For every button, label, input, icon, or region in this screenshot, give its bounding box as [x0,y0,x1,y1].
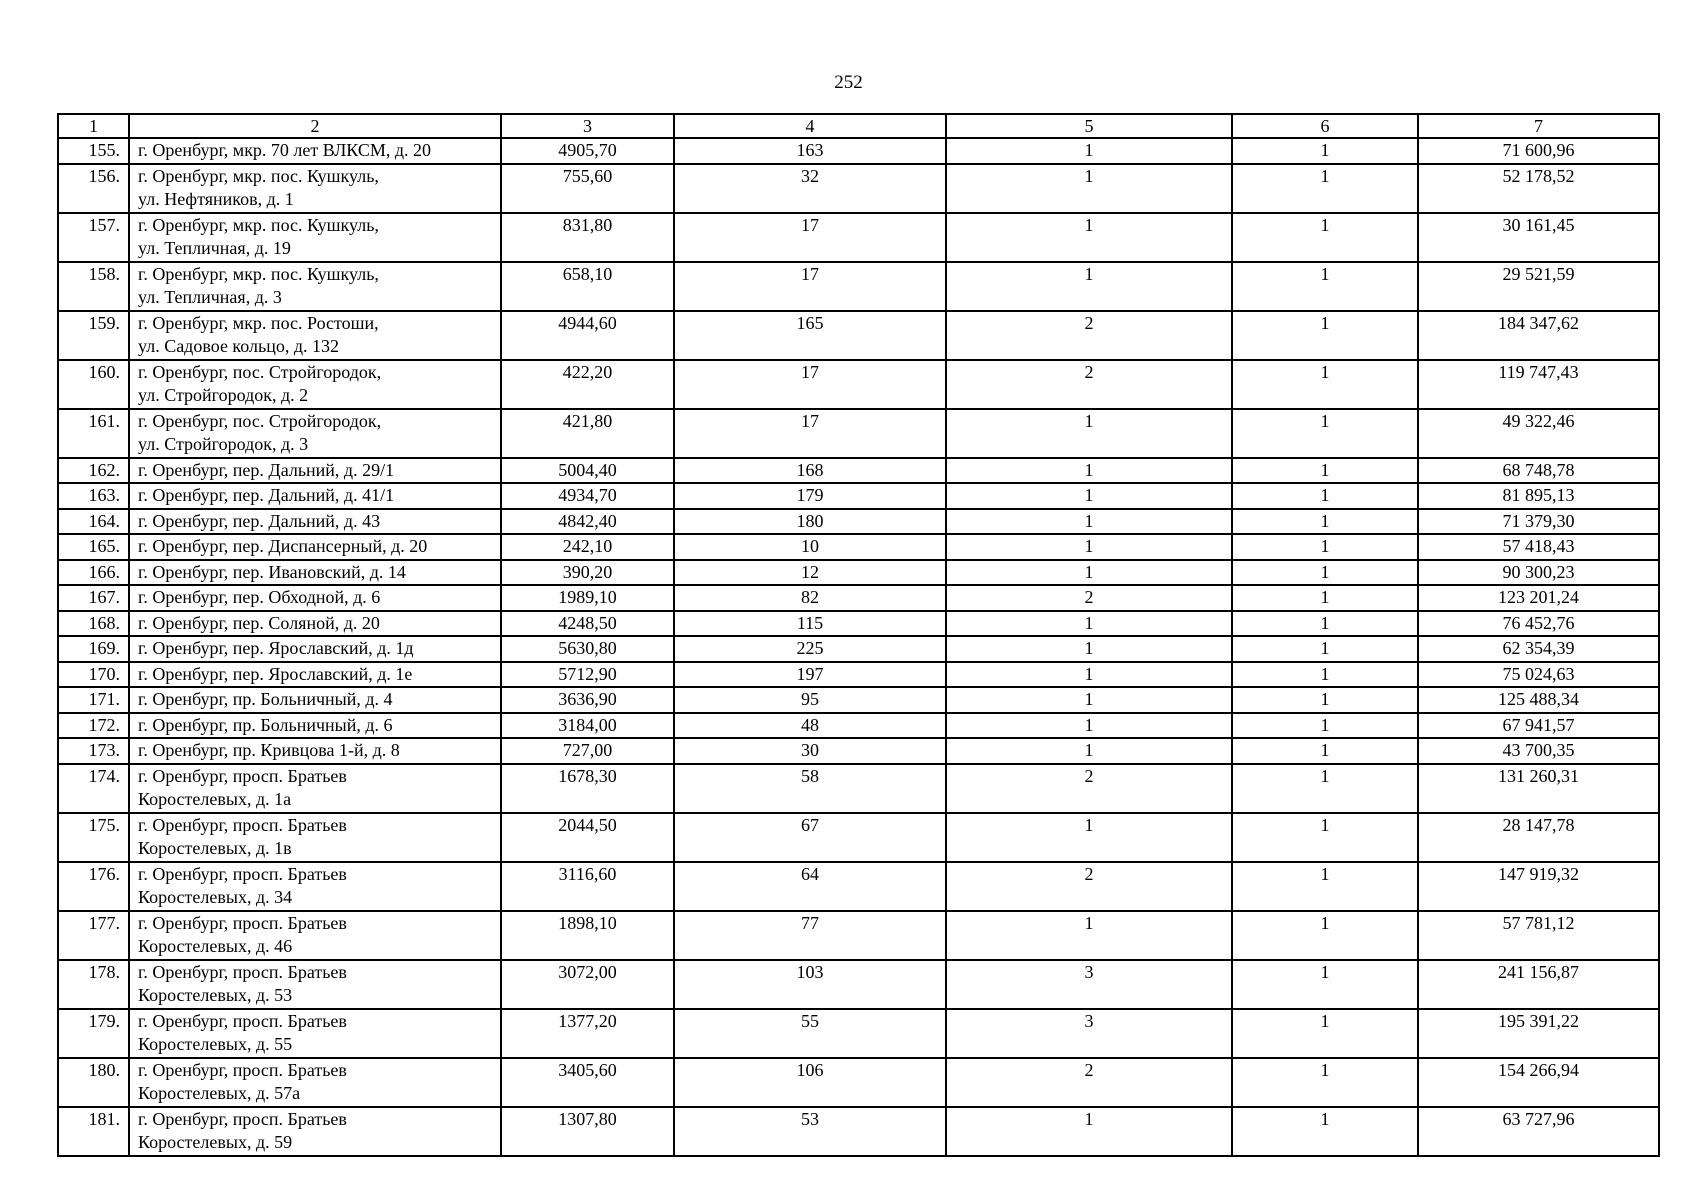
address-line: г. Оренбург, просп. Братьев [138,961,347,982]
address-cell [129,764,501,813]
row-number-cell: 162. [58,458,129,484]
amount-cell: 131 260,31 [1418,764,1659,813]
units-cell: 17 [674,360,946,409]
table-row [58,458,1659,484]
row-number-cell: 171. [58,687,129,713]
row-number-cell: 170. [58,662,129,688]
address-cell [129,738,501,764]
row-number-cell: 181. [58,1107,129,1156]
area-cell: 3184,00 [501,713,674,739]
column6-cell: 1 [1232,360,1418,409]
amount-cell: 119 747,43 [1418,360,1659,409]
row-number-cell: 176. [58,862,129,911]
amount-cell: 76 452,76 [1418,611,1659,637]
row-number-cell: 177. [58,911,129,960]
table-row [58,164,1659,213]
column-header: 7 [1418,114,1659,138]
table-row [58,764,1659,813]
row-number-cell: 167. [58,585,129,611]
table-row [58,862,1659,911]
column5-cell: 2 [946,311,1232,360]
units-cell: 163 [674,138,946,164]
address-line: ул. Нефтяников, д. 1 [138,189,294,209]
address-cell [129,509,501,535]
area-cell: 4905,70 [501,138,674,164]
address-line: г. Оренбург, просп. Братьев [138,814,347,835]
table-row [58,138,1659,164]
units-cell: 30 [674,738,946,764]
address-line: Коростелевых, д. 55 [138,1034,293,1054]
table-row [58,1058,1659,1107]
column5-cell: 1 [946,687,1232,713]
column5-cell: 1 [946,560,1232,586]
column6-cell: 1 [1232,509,1418,535]
address-line: г. Оренбург, просп. Братьев [138,1108,347,1129]
area-cell: 3636,90 [501,687,674,713]
address-cell [129,1058,501,1107]
address-line: г. Оренбург, пр. Больничный, д. 4 [138,689,393,709]
amount-cell: 67 941,57 [1418,713,1659,739]
address-line: г. Оренбург, пос. Стройгородок, [138,361,382,382]
column5-cell: 1 [946,813,1232,862]
column6-cell: 1 [1232,213,1418,262]
address-cell [129,534,501,560]
area-cell: 755,60 [501,164,674,213]
column5-cell: 1 [946,713,1232,739]
address-line: Коростелевых, д. 53 [138,985,293,1005]
column5-cell: 1 [946,534,1232,560]
table-row [58,534,1659,560]
row-number-cell: 156. [58,164,129,213]
area-cell: 2044,50 [501,813,674,862]
column6-cell: 1 [1232,862,1418,911]
units-cell: 179 [674,483,946,509]
table-row [58,636,1659,662]
table-row [58,509,1659,535]
column5-cell: 3 [946,960,1232,1009]
column6-cell: 1 [1232,960,1418,1009]
amount-cell: 28 147,78 [1418,813,1659,862]
row-number-cell: 159. [58,311,129,360]
row-number-cell: 157. [58,213,129,262]
column6-cell: 1 [1232,764,1418,813]
address-cell [129,813,501,862]
address-line: г. Оренбург, пер. Дальний, д. 43 [138,510,381,531]
column5-cell: 3 [946,1009,1232,1058]
address-cell [129,458,501,484]
amount-cell: 184 347,62 [1418,311,1659,360]
units-cell: 53 [674,1107,946,1156]
column6-cell: 1 [1232,262,1418,311]
address-cell [129,311,501,360]
column5-cell: 1 [946,409,1232,458]
row-number-cell: 161. [58,409,129,458]
row-number-cell: 160. [58,360,129,409]
address-line: г. Оренбург, пер. Дальний, д. 29/1 [138,459,395,480]
amount-cell: 81 895,13 [1418,483,1659,509]
column6-cell: 1 [1232,585,1418,611]
column5-cell: 1 [946,509,1232,535]
address-line: г. Оренбург, мкр. пос. Ростоши, [138,312,379,333]
area-cell: 1678,30 [501,764,674,813]
data-table [57,113,1660,1157]
table-row [58,911,1659,960]
address-cell [129,213,501,262]
address-cell [129,360,501,409]
area-cell: 4944,60 [501,311,674,360]
address-cell [129,262,501,311]
amount-cell: 125 488,34 [1418,687,1659,713]
row-number-cell: 180. [58,1058,129,1107]
column6-cell: 1 [1232,409,1418,458]
column5-cell: 1 [946,662,1232,688]
address-cell [129,560,501,586]
column5-cell: 1 [946,611,1232,637]
row-number-cell: 179. [58,1009,129,1058]
table-row [58,1009,1659,1058]
column5-cell: 2 [946,1058,1232,1107]
address-line: г. Оренбург, пр. Больничный, д. 6 [138,714,393,735]
address-cell [129,138,501,164]
row-number-cell: 173. [58,738,129,764]
row-number-cell: 155. [58,138,129,164]
area-cell: 4248,50 [501,611,674,637]
amount-cell: 71 379,30 [1418,509,1659,535]
header-row [58,114,1659,138]
column6-cell: 1 [1232,611,1418,637]
table-row [58,611,1659,637]
address-line: г. Оренбург, просп. Братьев [138,765,347,786]
column6-cell: 1 [1232,534,1418,560]
area-cell: 4934,70 [501,483,674,509]
table-row [58,713,1659,739]
units-cell: 115 [674,611,946,637]
address-line: г. Оренбург, просп. Братьев [138,1010,347,1031]
units-cell: 106 [674,1058,946,1107]
column6-cell: 1 [1232,560,1418,586]
table-row [58,311,1659,360]
row-number-cell: 166. [58,560,129,586]
column6-cell: 1 [1232,713,1418,739]
units-cell: 10 [674,534,946,560]
area-cell: 3405,60 [501,1058,674,1107]
address-line: Коростелевых, д. 1в [138,838,292,858]
amount-cell: 68 748,78 [1418,458,1659,484]
address-line: ул. Тепличная, д. 19 [138,238,291,258]
address-cell [129,662,501,688]
table-row [58,662,1659,688]
column5-cell: 2 [946,360,1232,409]
column5-cell: 1 [946,458,1232,484]
address-line: г. Оренбург, просп. Братьев [138,1059,347,1080]
table-row [58,483,1659,509]
area-cell: 3072,00 [501,960,674,1009]
row-number-cell: 178. [58,960,129,1009]
address-line: Коростелевых, д. 57а [138,1083,301,1103]
address-line: ул. Садовое кольцо, д. 132 [138,336,340,356]
row-number-cell: 169. [58,636,129,662]
area-cell: 5712,90 [501,662,674,688]
table-row [58,738,1659,764]
address-line: г. Оренбург, пер. Соляной, д. 20 [138,612,380,633]
page-number: 252 [834,72,863,93]
units-cell: 95 [674,687,946,713]
address-line: г. Оренбург, просп. Братьев [138,912,347,933]
amount-cell: 75 024,63 [1418,662,1659,688]
column5-cell: 2 [946,764,1232,813]
units-cell: 197 [674,662,946,688]
address-line: Коростелевых, д. 46 [138,936,293,956]
address-line: г. Оренбург, пер. Ивановский, д. 14 [138,561,406,582]
amount-cell: 30 161,45 [1418,213,1659,262]
area-cell: 1989,10 [501,585,674,611]
units-cell: 17 [674,409,946,458]
units-cell: 180 [674,509,946,535]
column5-cell: 1 [946,1107,1232,1156]
amount-cell: 154 266,94 [1418,1058,1659,1107]
amount-cell: 123 201,24 [1418,585,1659,611]
column6-cell: 1 [1232,911,1418,960]
column-header: 2 [129,114,501,138]
column6-cell: 1 [1232,164,1418,213]
table-row [58,960,1659,1009]
row-number-cell: 168. [58,611,129,637]
amount-cell: 57 781,12 [1418,911,1659,960]
address-line: г. Оренбург, пер. Ярославский, д. 1д [138,638,414,658]
amount-cell: 57 418,43 [1418,534,1659,560]
units-cell: 17 [674,213,946,262]
area-cell: 1898,10 [501,911,674,960]
column6-cell: 1 [1232,1009,1418,1058]
column5-cell: 2 [946,585,1232,611]
address-cell [129,911,501,960]
area-cell: 727,00 [501,738,674,764]
row-number-cell: 158. [58,262,129,311]
units-cell: 64 [674,862,946,911]
address-line: г. Оренбург, мкр. пос. Кушкуль, [138,214,379,235]
amount-cell: 241 156,87 [1418,960,1659,1009]
table-row [58,360,1659,409]
area-cell: 242,10 [501,534,674,560]
amount-cell: 63 727,96 [1418,1107,1659,1156]
units-cell: 55 [674,1009,946,1058]
row-number-cell: 164. [58,509,129,535]
area-cell: 1307,80 [501,1107,674,1156]
column5-cell: 1 [946,483,1232,509]
address-line: г. Оренбург, пр. Кривцова 1-й, д. 8 [138,740,400,760]
units-cell: 168 [674,458,946,484]
address-line: г. Оренбург, мкр. пос. Кушкуль, [138,263,379,284]
area-cell: 3116,60 [501,862,674,911]
units-cell: 58 [674,764,946,813]
area-cell: 5004,40 [501,458,674,484]
address-line: Коростелевых, д. 34 [138,887,293,907]
column5-cell: 2 [946,862,1232,911]
address-line: ул. Стройгородок, д. 2 [138,385,309,405]
address-cell [129,862,501,911]
column5-cell: 1 [946,262,1232,311]
amount-cell: 49 322,46 [1418,409,1659,458]
column5-cell: 1 [946,738,1232,764]
amount-cell: 43 700,35 [1418,738,1659,764]
column5-cell: 1 [946,636,1232,662]
column6-cell: 1 [1232,1107,1418,1156]
address-line: Коростелевых, д. 59 [138,1132,293,1152]
row-number-cell: 163. [58,483,129,509]
address-line: г. Оренбург, просп. Братьев [138,863,347,884]
column5-cell: 1 [946,911,1232,960]
units-cell: 225 [674,636,946,662]
row-number-cell: 172. [58,713,129,739]
address-cell [129,713,501,739]
units-cell: 32 [674,164,946,213]
address-cell [129,409,501,458]
units-cell: 165 [674,311,946,360]
column-header: 3 [501,114,674,138]
column5-cell: 1 [946,138,1232,164]
address-line: г. Оренбург, мкр. 70 лет ВЛКСМ, д. 20 [138,140,432,160]
table-row [58,813,1659,862]
area-cell: 1377,20 [501,1009,674,1058]
units-cell: 67 [674,813,946,862]
column-header: 4 [674,114,946,138]
address-cell [129,1107,501,1156]
column6-cell: 1 [1232,738,1418,764]
column6-cell: 1 [1232,687,1418,713]
address-line: ул. Тепличная, д. 3 [138,287,282,307]
column6-cell: 1 [1232,311,1418,360]
amount-cell: 52 178,52 [1418,164,1659,213]
column-header: 6 [1232,114,1418,138]
address-line: г. Оренбург, пер. Ярославский, д. 1е [138,663,413,684]
units-cell: 17 [674,262,946,311]
amount-cell: 147 919,32 [1418,862,1659,911]
area-cell: 831,80 [501,213,674,262]
table-row [58,687,1659,713]
amount-cell: 195 391,22 [1418,1009,1659,1058]
units-cell: 82 [674,585,946,611]
area-cell: 4842,40 [501,509,674,535]
address-line: Коростелевых, д. 1а [138,789,292,809]
area-cell: 422,20 [501,360,674,409]
column6-cell: 1 [1232,636,1418,662]
column6-cell: 1 [1232,1058,1418,1107]
address-line: г. Оренбург, пос. Стройгородок, [138,410,382,431]
amount-cell: 62 354,39 [1418,636,1659,662]
area-cell: 390,20 [501,560,674,586]
table-row [58,213,1659,262]
table-row [58,409,1659,458]
table-row [58,585,1659,611]
area-cell: 5630,80 [501,636,674,662]
table-row [58,262,1659,311]
area-cell: 421,80 [501,409,674,458]
units-cell: 77 [674,911,946,960]
address-line: г. Оренбург, пер. Диспансерный, д. 20 [138,536,428,556]
table-row [58,1107,1659,1156]
table-row [58,560,1659,586]
row-number-cell: 175. [58,813,129,862]
area-cell: 658,10 [501,262,674,311]
amount-cell: 29 521,59 [1418,262,1659,311]
address-cell [129,687,501,713]
column6-cell: 1 [1232,138,1418,164]
row-number-cell: 174. [58,764,129,813]
column5-cell: 1 [946,213,1232,262]
units-cell: 48 [674,713,946,739]
address-line: г. Оренбург, мкр. пос. Кушкуль, [138,165,379,186]
amount-cell: 71 600,96 [1418,138,1659,164]
address-line: г. Оренбург, пер. Дальний, д. 41/1 [138,485,395,505]
column5-cell: 1 [946,164,1232,213]
address-line: ул. Стройгородок, д. 3 [138,434,309,454]
table-body [58,114,1659,1156]
units-cell: 12 [674,560,946,586]
address-cell [129,585,501,611]
row-number-cell: 165. [58,534,129,560]
column-header: 5 [946,114,1232,138]
amount-cell: 90 300,23 [1418,560,1659,586]
address-line: г. Оренбург, пер. Обходной, д. 6 [138,587,381,607]
column6-cell: 1 [1232,662,1418,688]
column6-cell: 1 [1232,483,1418,509]
address-cell [129,611,501,637]
column-header: 1 [58,114,129,138]
address-cell [129,483,501,509]
units-cell: 103 [674,960,946,1009]
address-cell [129,636,501,662]
address-cell [129,1009,501,1058]
address-cell [129,164,501,213]
column6-cell: 1 [1232,458,1418,484]
column6-cell: 1 [1232,813,1418,862]
address-cell [129,960,501,1009]
